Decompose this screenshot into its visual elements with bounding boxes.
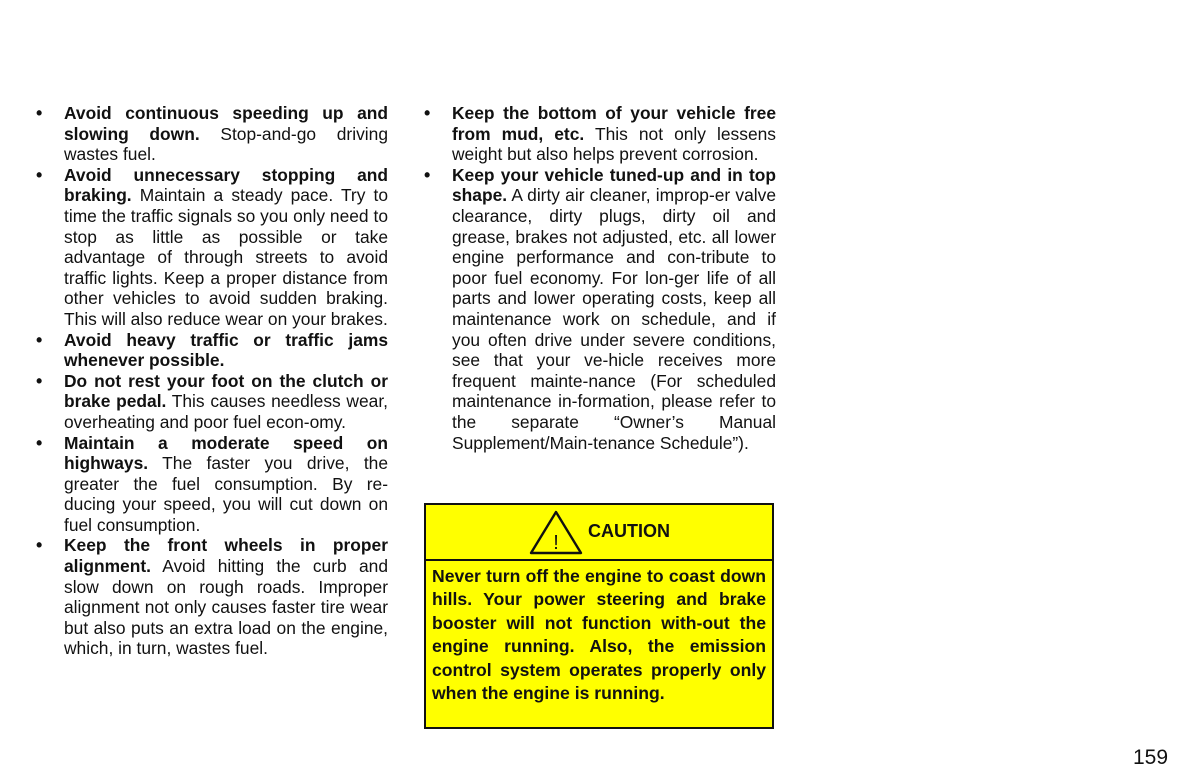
list-item [424, 165, 776, 453]
item-lead: Maintain a moderate speed on highways. [64, 432, 388, 474]
warning-triangle-icon [528, 509, 584, 555]
list-item [36, 103, 388, 165]
list-item [36, 330, 388, 371]
item-text: The faster you drive, the greater the fuel consumption. By re-ducing your speed, you will cut down on fuel consumption. [64, 453, 388, 535]
list-item [36, 535, 388, 659]
item-text: Stop-and-go driving wastes fuel. [64, 123, 388, 165]
caution-text: Never turn off the engine to coast down hills. Your power steering and brake booster will not function with-out the engine running. Also, the emission control system operates properly only when the engine is running. [432, 566, 766, 704]
list-item [36, 433, 388, 536]
caution-header [426, 505, 772, 561]
tips-list-right [424, 103, 776, 453]
right-column [424, 103, 776, 453]
item-text: Maintain a steady pace. Try to time the traffic signals so you only need to stop as little as possible or take advantage of through streets to avoid traffic lights. Keep a proper distance from other vehicles to avoid sudden braking. This will also reduce wear on your brakes. [64, 185, 388, 329]
item-lead: Keep the front wheels in proper alignment. [64, 535, 388, 577]
item-lead: Avoid continuous speeding up and slowing down. [64, 103, 388, 144]
item-text: Avoid hitting the curb and slow down on rough roads. Improper alignment not only causes faster tire wear but also puts an extra load on the engine, which, in turn, wastes fuel. [64, 556, 388, 659]
tips-list-left [36, 103, 388, 659]
item-lead: Avoid unnecessary stopping and braking. [64, 164, 388, 206]
caution-title: CAUTION [588, 520, 670, 541]
left-column [36, 103, 388, 659]
list-item [424, 103, 776, 165]
item-lead: Avoid heavy traffic or traffic jams whenever possible. [64, 329, 388, 371]
caution-box [424, 503, 774, 729]
item-text: A dirty air cleaner, improp-er valve clearance, dirty plugs, dirty oil and grease, brakes not adjusted, etc. all lower engine performance and con-tribute to poor fuel economy. For lon-ger life of all parts and lower operating costs, keep all maintenance work on schedule, and if you often drive under severe conditions, see that your ve-hicle receives more frequent mainte-nance (For scheduled maintenance in-formation, please refer to the separate “Owner’s Manual Supplement/Main-tenance Schedule”). [452, 185, 776, 453]
page-number: 159 [1133, 746, 1169, 769]
item-text: This causes needless wear, overheating and poor fuel econ-omy. [64, 391, 388, 432]
list-item [36, 165, 388, 330]
item-lead: Keep the bottom of your vehicle free from mud, etc. [452, 103, 776, 144]
item-lead: Keep your vehicle tuned-up and in top shape. [452, 164, 776, 206]
list-item [36, 371, 388, 433]
item-lead: Do not rest your foot on the clutch or brake pedal. [64, 370, 388, 412]
warning-glyph: ! [553, 532, 559, 554]
item-text: This not only lessens weight but also helps prevent corrosion. [452, 123, 776, 165]
